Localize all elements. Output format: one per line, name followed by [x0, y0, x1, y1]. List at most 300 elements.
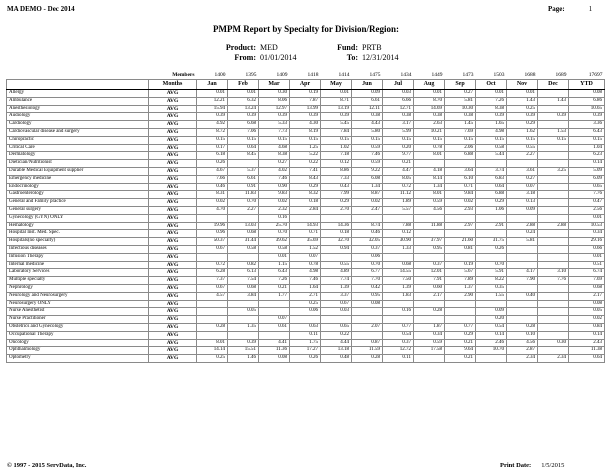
- value-cell: 0.46: [352, 230, 383, 238]
- value-cell: 13.03: [228, 222, 259, 230]
- value-cell: 0.87: [352, 339, 383, 347]
- value-cell: [414, 160, 445, 168]
- value-cell: [414, 214, 445, 222]
- value-cell: 0.30: [259, 90, 290, 98]
- value-cell: 0.14: [569, 331, 605, 339]
- value-cell: 7.73: [259, 128, 290, 136]
- value-cell: 5.99: [383, 128, 414, 136]
- months-cell: AVG: [149, 253, 197, 261]
- value-cell: 8.38: [476, 105, 507, 113]
- value-cell: 1.34: [414, 183, 445, 191]
- table-row: [7, 121, 605, 129]
- value-cell: 0.05: [228, 308, 259, 316]
- value-cell: 3.84: [228, 292, 259, 300]
- value-cell: 7.46: [259, 175, 290, 183]
- value-cell: 5.22: [290, 152, 321, 160]
- value-cell: 0.01: [228, 90, 259, 98]
- value-cell: 1.83: [383, 292, 414, 300]
- value-cell: 0.35: [476, 284, 507, 292]
- value-cell: 0.55: [321, 261, 352, 269]
- value-cell: 0.05: [569, 308, 605, 316]
- value-cell: 8.72: [197, 128, 228, 136]
- value-cell: 3.74: [476, 167, 507, 175]
- value-cell: 0.90: [259, 183, 290, 191]
- value-cell: 0.66: [569, 245, 605, 253]
- value-cell: 0.94: [321, 245, 352, 253]
- value-cell: [538, 121, 569, 129]
- value-cell: 1.06: [476, 206, 507, 214]
- value-cell: [538, 199, 569, 207]
- value-cell: 7.66: [197, 175, 228, 183]
- value-cell: 1.55: [476, 292, 507, 300]
- value-cell: 4.68: [259, 144, 290, 152]
- value-cell: [538, 292, 569, 300]
- value-cell: 1.46: [228, 355, 259, 363]
- table-row: [7, 277, 605, 285]
- column-header: Jul: [383, 80, 414, 90]
- value-cell: 0.20: [383, 144, 414, 152]
- value-cell: 0.17: [197, 144, 228, 152]
- value-cell: 0.39: [476, 113, 507, 121]
- table-row: [7, 128, 605, 136]
- value-cell: [383, 214, 414, 222]
- value-cell: [538, 175, 569, 183]
- specialty-cell: General surgery: [7, 206, 149, 214]
- value-cell: 0.02: [569, 316, 605, 324]
- months-cell: AVG: [149, 245, 197, 253]
- value-cell: 50.37: [197, 238, 228, 246]
- value-cell: 0.39: [228, 339, 259, 347]
- members-value: 1473: [462, 72, 474, 79]
- value-cell: 9.22: [352, 167, 383, 175]
- value-cell: 1.37: [445, 284, 476, 292]
- value-cell: [414, 300, 445, 308]
- value-cell: [197, 316, 228, 324]
- value-cell: [352, 308, 383, 316]
- value-cell: 5.33: [259, 121, 290, 129]
- value-cell: 2.71: [290, 292, 321, 300]
- value-cell: [538, 284, 569, 292]
- value-cell: 0.68: [228, 284, 259, 292]
- value-cell: 0.18: [290, 199, 321, 207]
- table-row: [7, 113, 605, 121]
- value-cell: 0.58: [476, 144, 507, 152]
- value-cell: 0.38: [352, 113, 383, 121]
- to-line: [330, 53, 398, 62]
- value-cell: [538, 214, 569, 222]
- value-cell: 9.77: [383, 152, 414, 160]
- specialty-cell: Obstetrics and Gynecology: [7, 323, 149, 331]
- value-cell: [383, 253, 414, 261]
- value-cell: 6.61: [352, 97, 383, 105]
- table-row: [7, 152, 605, 160]
- value-cell: 2.34: [507, 355, 538, 363]
- value-cell: 0.06: [290, 308, 321, 316]
- value-cell: [538, 152, 569, 160]
- value-cell: 11.12: [383, 191, 414, 199]
- value-cell: 11.88: [414, 222, 445, 230]
- value-cell: [414, 253, 445, 261]
- value-cell: 0.37: [383, 339, 414, 347]
- table-row: [7, 136, 605, 144]
- value-cell: [197, 308, 228, 316]
- value-cell: 0.28: [352, 355, 383, 363]
- value-cell: 0.12: [383, 230, 414, 238]
- value-cell: [538, 308, 569, 316]
- value-cell: 2.17: [414, 292, 445, 300]
- value-cell: 7.26: [259, 277, 290, 285]
- table-row: [7, 269, 605, 277]
- members-value: 1449: [431, 72, 443, 79]
- value-cell: [538, 183, 569, 191]
- column-header: May: [321, 80, 352, 90]
- value-cell: 0.28: [507, 323, 538, 331]
- value-cell: 0.18: [321, 230, 352, 238]
- value-cell: 13.99: [290, 105, 321, 113]
- members-spacer: [7, 72, 149, 80]
- value-cell: 10.53: [569, 222, 605, 230]
- value-cell: 8.14: [414, 175, 445, 183]
- value-cell: 0.15: [569, 136, 605, 144]
- specialty-cell: Hospitals(no specialty): [7, 238, 149, 246]
- value-cell: 5.81: [445, 97, 476, 105]
- value-cell: 0.02: [259, 199, 290, 207]
- months-cell: AVG: [149, 136, 197, 144]
- value-cell: [507, 253, 538, 261]
- value-cell: [538, 253, 569, 261]
- value-cell: 8.45: [228, 152, 259, 160]
- value-cell: [507, 245, 538, 253]
- value-cell: 0.64: [476, 183, 507, 191]
- value-cell: 0.61: [259, 323, 290, 331]
- value-cell: [290, 214, 321, 222]
- value-cell: 4.56: [414, 206, 445, 214]
- value-cell: 4.47: [383, 167, 414, 175]
- value-cell: 0.70: [259, 230, 290, 238]
- table-row: [7, 292, 605, 300]
- value-cell: 0.06: [352, 253, 383, 261]
- value-cell: 2.84: [290, 206, 321, 214]
- fund-value: PRTB: [362, 43, 382, 52]
- value-cell: 7.76: [538, 277, 569, 285]
- value-cell: 10.70: [476, 347, 507, 355]
- value-cell: 0.14: [569, 160, 605, 168]
- value-cell: 17.27: [290, 347, 321, 355]
- value-cell: 6.83: [476, 175, 507, 183]
- value-cell: 1.87: [414, 323, 445, 331]
- value-cell: 1.39: [321, 284, 352, 292]
- specialty-cell: Gastroenterology: [7, 191, 149, 199]
- months-cell: AVG: [149, 323, 197, 331]
- value-cell: 0.26: [290, 355, 321, 363]
- value-cell: 29.16: [569, 238, 605, 246]
- value-cell: 0.68: [569, 284, 605, 292]
- value-cell: [414, 316, 445, 324]
- column-header-row: [7, 80, 605, 90]
- table-row: [7, 183, 605, 191]
- value-cell: 7.69: [445, 128, 476, 136]
- table-row: [7, 191, 605, 199]
- value-cell: 9.64: [445, 347, 476, 355]
- table-row: [7, 331, 605, 339]
- table-row: [7, 339, 605, 347]
- value-cell: 0.29: [321, 199, 352, 207]
- value-cell: 1.43: [507, 97, 538, 105]
- value-cell: 0.67: [321, 300, 352, 308]
- value-cell: 9.84: [445, 191, 476, 199]
- value-cell: 0.78: [414, 144, 445, 152]
- specialty-cell: Neurosurgery ONLY: [7, 300, 149, 308]
- table-row: [7, 97, 605, 105]
- members-value: 1475: [369, 72, 381, 79]
- specialty-cell: Critical Care: [7, 144, 149, 152]
- value-cell: 3.61: [507, 167, 538, 175]
- value-cell: [538, 347, 569, 355]
- value-cell: 0.03: [321, 308, 352, 316]
- value-cell: 0.38: [383, 113, 414, 121]
- value-cell: 0.39: [321, 113, 352, 121]
- value-cell: 0.02: [352, 199, 383, 207]
- page-number: [548, 5, 592, 13]
- value-cell: 0.55: [507, 144, 538, 152]
- members-value: 1400: [214, 72, 226, 79]
- column-header: Apr: [290, 80, 321, 90]
- column-header: [7, 80, 149, 90]
- table-row: [7, 253, 605, 261]
- value-cell: 0.08: [352, 300, 383, 308]
- value-cell: 7.89: [445, 277, 476, 285]
- value-cell: 8.86: [321, 167, 352, 175]
- value-cell: 2.90: [445, 292, 476, 300]
- value-cell: 0.14: [476, 331, 507, 339]
- months-cell: AVG: [149, 167, 197, 175]
- value-cell: 8.22: [476, 277, 507, 285]
- members-value: 1414: [338, 72, 350, 79]
- column-header: Feb: [228, 80, 259, 90]
- value-cell: 0.21: [259, 284, 290, 292]
- value-cell: 0.09: [476, 308, 507, 316]
- value-cell: [538, 191, 569, 199]
- value-cell: [538, 206, 569, 214]
- specialty-cell: Durable Medical Equipment supplier: [7, 167, 149, 175]
- value-cell: 0.72: [197, 261, 228, 269]
- value-cell: 17.58: [414, 347, 445, 355]
- value-cell: 0.72: [383, 183, 414, 191]
- specialty-cell: Internal medicine: [7, 261, 149, 269]
- value-cell: 0.34: [569, 230, 605, 238]
- value-cell: 1.43: [538, 97, 569, 105]
- value-cell: 6.43: [569, 128, 605, 136]
- value-cell: [476, 300, 507, 308]
- months-cell: AVG: [149, 277, 197, 285]
- specialty-cell: Optometry: [7, 355, 149, 363]
- value-cell: 8.06: [259, 97, 290, 105]
- value-cell: 39.62: [259, 238, 290, 246]
- value-cell: 6.88: [445, 152, 476, 160]
- value-cell: 0.25: [507, 105, 538, 113]
- value-cell: 0.12: [321, 160, 352, 168]
- table-row: [7, 160, 605, 168]
- value-cell: [445, 300, 476, 308]
- table-row: [7, 284, 605, 292]
- members-value: 1503: [493, 72, 505, 79]
- value-cell: 5.91: [476, 269, 507, 277]
- value-cell: 0.68: [383, 261, 414, 269]
- value-cell: 1.45: [445, 121, 476, 129]
- value-cell: 7.74: [321, 277, 352, 285]
- value-cell: 13.24: [228, 105, 259, 113]
- value-cell: [445, 230, 476, 238]
- value-cell: 0.27: [445, 90, 476, 98]
- value-cell: 0.09: [507, 206, 538, 214]
- column-header: Jun: [352, 80, 383, 90]
- value-cell: 0.13: [507, 199, 538, 207]
- specialty-cell: Cardiovascular disease and surgery: [7, 128, 149, 136]
- value-cell: 2.27: [228, 206, 259, 214]
- value-cell: 0.39: [507, 113, 538, 121]
- value-cell: 0.34: [414, 331, 445, 339]
- value-cell: [228, 160, 259, 168]
- value-cell: 4.41: [259, 339, 290, 347]
- value-cell: [445, 214, 476, 222]
- specialty-cell: Hospital Inst. Med. Spec.: [7, 230, 149, 238]
- value-cell: [228, 253, 259, 261]
- value-cell: 6.86: [569, 97, 605, 105]
- value-cell: 0.59: [352, 160, 383, 168]
- value-cell: 14.55: [383, 269, 414, 277]
- value-cell: 0.78: [290, 261, 321, 269]
- value-cell: 7.76: [569, 191, 605, 199]
- value-cell: 0.10: [507, 331, 538, 339]
- value-cell: 0.81: [445, 245, 476, 253]
- value-cell: 0.30: [538, 339, 569, 347]
- value-cell: [228, 300, 259, 308]
- table-row: [7, 308, 605, 316]
- value-cell: 1.89: [383, 199, 414, 207]
- value-cell: 8.38: [259, 152, 290, 160]
- value-cell: 32.05: [352, 238, 383, 246]
- value-cell: [445, 308, 476, 316]
- value-cell: 5.80: [352, 128, 383, 136]
- value-cell: 37.97: [414, 238, 445, 246]
- value-cell: 2.17: [569, 292, 605, 300]
- value-cell: 12.72: [383, 347, 414, 355]
- value-cell: 0.65: [569, 183, 605, 191]
- specialty-cell: Cardiology: [7, 121, 149, 129]
- value-cell: 1.02: [321, 144, 352, 152]
- value-cell: 1.33: [383, 245, 414, 253]
- value-cell: 2.87: [507, 347, 538, 355]
- value-cell: 0.54: [476, 323, 507, 331]
- value-cell: 5.57: [383, 206, 414, 214]
- months-cell: AVG: [149, 152, 197, 160]
- value-cell: 0.60: [414, 284, 445, 292]
- value-cell: [476, 230, 507, 238]
- value-cell: 4.70: [197, 206, 228, 214]
- months-cell: AVG: [149, 300, 197, 308]
- value-cell: 7.37: [197, 277, 228, 285]
- value-cell: 0.70: [228, 199, 259, 207]
- value-cell: 2.70: [321, 206, 352, 214]
- value-cell: [383, 300, 414, 308]
- specialty-cell: Oncology: [7, 339, 149, 347]
- value-cell: 2.88: [507, 222, 538, 230]
- value-cell: 0.15: [321, 136, 352, 144]
- value-cell: 0.15: [228, 136, 259, 144]
- value-cell: 11.38: [569, 347, 605, 355]
- months-cell: AVG: [149, 199, 197, 207]
- value-cell: 8.31: [197, 191, 228, 199]
- members-value: 1418: [307, 72, 319, 79]
- value-cell: 0.39: [228, 113, 259, 121]
- value-cell: 14.69: [414, 105, 445, 113]
- value-cell: [383, 316, 414, 324]
- members-label: Members: [172, 72, 195, 79]
- specialty-cell: Neurology and Neurosurgery: [7, 292, 149, 300]
- value-cell: [507, 214, 538, 222]
- members-value: 1689: [555, 72, 567, 79]
- value-cell: 0.38: [445, 113, 476, 121]
- value-cell: 0.67: [197, 284, 228, 292]
- months-cell: AVG: [149, 113, 197, 121]
- members-value: 1409: [276, 72, 288, 79]
- table-row: [7, 355, 605, 363]
- value-cell: 0.43: [321, 183, 352, 191]
- months-cell: AVG: [149, 269, 197, 277]
- months-cell: AVG: [149, 222, 197, 230]
- value-cell: 1.04: [569, 144, 605, 152]
- value-cell: 8.70: [414, 97, 445, 105]
- value-cell: [197, 214, 228, 222]
- value-cell: 1.25: [290, 144, 321, 152]
- to-value: 12/31/2014: [362, 53, 399, 62]
- specialty-cell: General and Family practice: [7, 199, 149, 207]
- value-cell: 0.27: [259, 160, 290, 168]
- value-cell: 0.25: [197, 355, 228, 363]
- value-cell: 8.71: [321, 97, 352, 105]
- value-cell: 6.66: [383, 97, 414, 105]
- value-cell: 1.53: [538, 128, 569, 136]
- value-cell: 7.70: [352, 277, 383, 285]
- value-cell: 0.16: [383, 308, 414, 316]
- value-cell: 0.29: [476, 199, 507, 207]
- value-cell: [538, 238, 569, 246]
- value-cell: 31.44: [228, 238, 259, 246]
- value-cell: 3.37: [321, 292, 352, 300]
- specialty-cell: Occupational Therapy: [7, 331, 149, 339]
- value-cell: 0.96: [197, 230, 228, 238]
- value-cell: 0.03: [383, 90, 414, 98]
- value-cell: 0.39: [259, 113, 290, 121]
- value-cell: 12.97: [259, 105, 290, 113]
- value-cell: 1.77: [259, 292, 290, 300]
- value-cell: 7.46: [352, 152, 383, 160]
- value-cell: 13.18: [321, 347, 352, 355]
- months-cell: AVG: [149, 105, 197, 113]
- table-row: [7, 323, 605, 331]
- value-cell: 7.69: [569, 277, 605, 285]
- value-cell: 0.21: [383, 160, 414, 168]
- value-cell: 12.01: [414, 269, 445, 277]
- value-cell: [507, 316, 538, 324]
- value-cell: 0.64: [228, 144, 259, 152]
- value-cell: 4.67: [197, 167, 228, 175]
- value-cell: 6.88: [476, 191, 507, 199]
- value-cell: 8.01: [414, 191, 445, 199]
- value-cell: 5.45: [321, 121, 352, 129]
- fund-line: [330, 43, 382, 52]
- value-cell: 0.26: [197, 160, 228, 168]
